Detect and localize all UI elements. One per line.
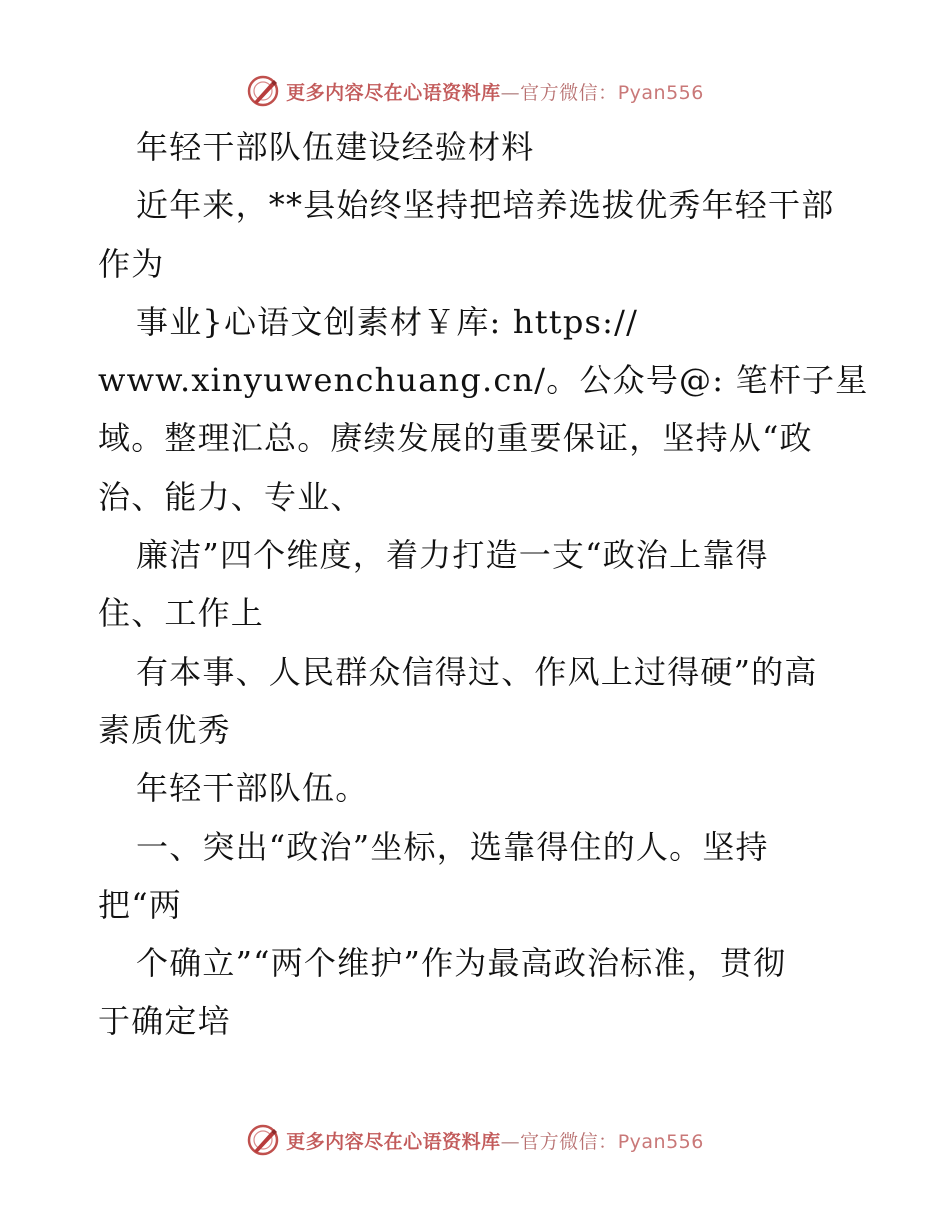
banner-separator: — [500,1130,521,1153]
document-line: 年轻干部队伍。 [136,769,369,808]
document-line: 年轻干部队伍建设经验材料 [136,128,535,166]
banner-main-text: 更多内容尽在心语资料库 [286,81,501,104]
document-line: 事业}心语文创素材￥库: https:// [136,302,639,341]
document-line: 素质优秀 [98,710,231,749]
document-line: 治、能力、专业、 [98,477,364,516]
banner-wechat-id: Pyan556 [617,81,704,104]
document-line: www.xinyuwenchuang.cn/。公众号@: 笔杆子星 [98,361,869,400]
banner-main-text: 更多内容尽在心语资料库 [286,1130,501,1153]
document-line: 于确定培 [98,1002,231,1041]
document-line: 有本事、人民群众信得过、作风上过得硬”的高 [136,652,818,691]
banner-separator: — [500,81,521,104]
pen-logo-icon [246,74,280,108]
banner-text [286,1127,704,1154]
banner-wechat-label: 官方微信： [520,81,618,104]
banner-text [286,78,704,105]
document-line: 域。整理汇总。赓续发展的重要保证，坚持从“政 [98,419,813,458]
document-line: 近年来，**县始终坚持把培养选拔优秀年轻干部 [136,186,835,225]
document-line: 住、工作上 [98,594,265,633]
banner-wechat-id: Pyan556 [617,1130,704,1153]
pen-logo-icon [246,1123,280,1157]
document-line: 廉洁”四个维度，着力打造一支“政治上靠得 [136,536,769,575]
document-line: 个确立”“两个维护”作为最高政治标准，贯彻 [136,944,787,983]
footer-banner [0,1120,950,1160]
document-line: 作为 [98,244,165,283]
document-line: 一、突出“政治”坐标，选靠得住的人。坚持 [136,827,769,866]
banner-wechat-label: 官方微信： [520,1130,618,1153]
header-banner [0,71,950,111]
document-line: 把“两 [98,885,182,924]
document-body [98,118,869,1051]
